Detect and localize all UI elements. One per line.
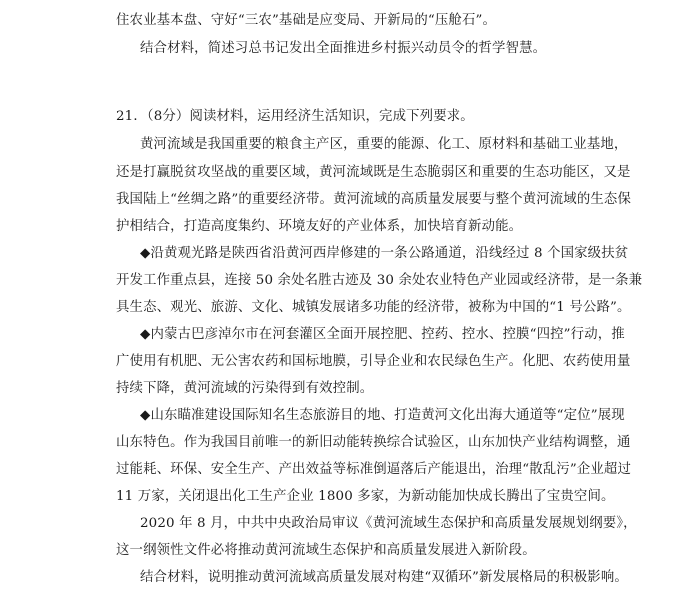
closing-paragraph-line: 2020 年 8 月，中共中央政治局审议《黄河流域生态保护和高质量发展规划纲要》， (140, 516, 637, 531)
closing-paragraph-line: 这一纲领性文件必将推动黄河流域生态保护和高质量发展进入新阶段。 (116, 543, 536, 558)
bullet-1-line: 开发工作重点县，连接 50 余处名胜古迹及 30 余处农业特色产业园或经济带，是一条兼 (116, 273, 643, 288)
prev-question-prompt: 结合材料，简述习总书记发出全面推进乡村振兴动员令的哲学智慧。 (140, 41, 547, 56)
bullet-1-line: ◆沿黄观光路是陕西省沿黄河西岸修建的一条公路通道，沿线经过 8 个国家级扶贫 (140, 246, 629, 261)
intro-paragraph-line: 黄河流域是我国重要的粮食主产区，重要的能源、化工、原材料和基础工业基地， (140, 137, 628, 152)
question-21-header: 21．（8分）阅读材料，运用经济生活知识，完成下列要求。 (116, 109, 474, 124)
bullet-3-line: 山东特色。作为我国目前唯一的新旧动能转换综合试验区，山东加快产业结构调整，通 (116, 435, 631, 450)
intro-paragraph-line: 我国陆上“丝绸之路”的重要经济带。黄河流域的高质量发展要与整个黄河流域的生态保 (116, 192, 631, 207)
prev-question-text-line: 住农业基本盘、守好“三农”基础是应变局、开新局的“压舱石”。 (116, 13, 497, 28)
bullet-3-line: ◆山东瞄准建设国际知名生态旅游目的地、打造黄河文化出海大通道等“定位”展现 (140, 408, 625, 423)
bullet-2-line: 广使用有机肥、无公害农药和国标地膜，引导企业和农民绿色生产。化肥、农药使用量 (116, 354, 631, 369)
intro-paragraph-line: 护相结合，打造高度集约、环境友好的产业体系，加快培育新动能。 (116, 219, 523, 234)
bullet-2-line: ◆内蒙古巴彦淖尔市在河套灌区全面开展控肥、控药、控水、控膜“四控”行动，推 (140, 327, 625, 342)
bullet-1-line: 具生态、观光、旅游、文化、城镇发展诸多功能的经济带，被称为中国的“1 号公路”。 (116, 300, 631, 315)
bullet-2-line: 持续下降，黄河流域的污染得到有效控制。 (116, 381, 374, 396)
bullet-3-line: 11 万家，关闭退出化工生产企业 1800 多家，为新动能加快成长腾出了宝贵空间。 (116, 489, 615, 504)
intro-paragraph-line: 还是打赢脱贫攻坚战的重要区域，黄河流域既是生态脆弱区和重要的生态功能区，又是 (116, 165, 631, 180)
question-21-prompt: 结合材料，说明推动黄河流域高质量发展对构建“双循环”新发展格局的积极影响。 (140, 570, 628, 585)
bullet-3-line: 过能耗、环保、安全生产、产出效益等标准倒逼落后产能退出，治理“散乱污”企业超过 (116, 462, 631, 477)
